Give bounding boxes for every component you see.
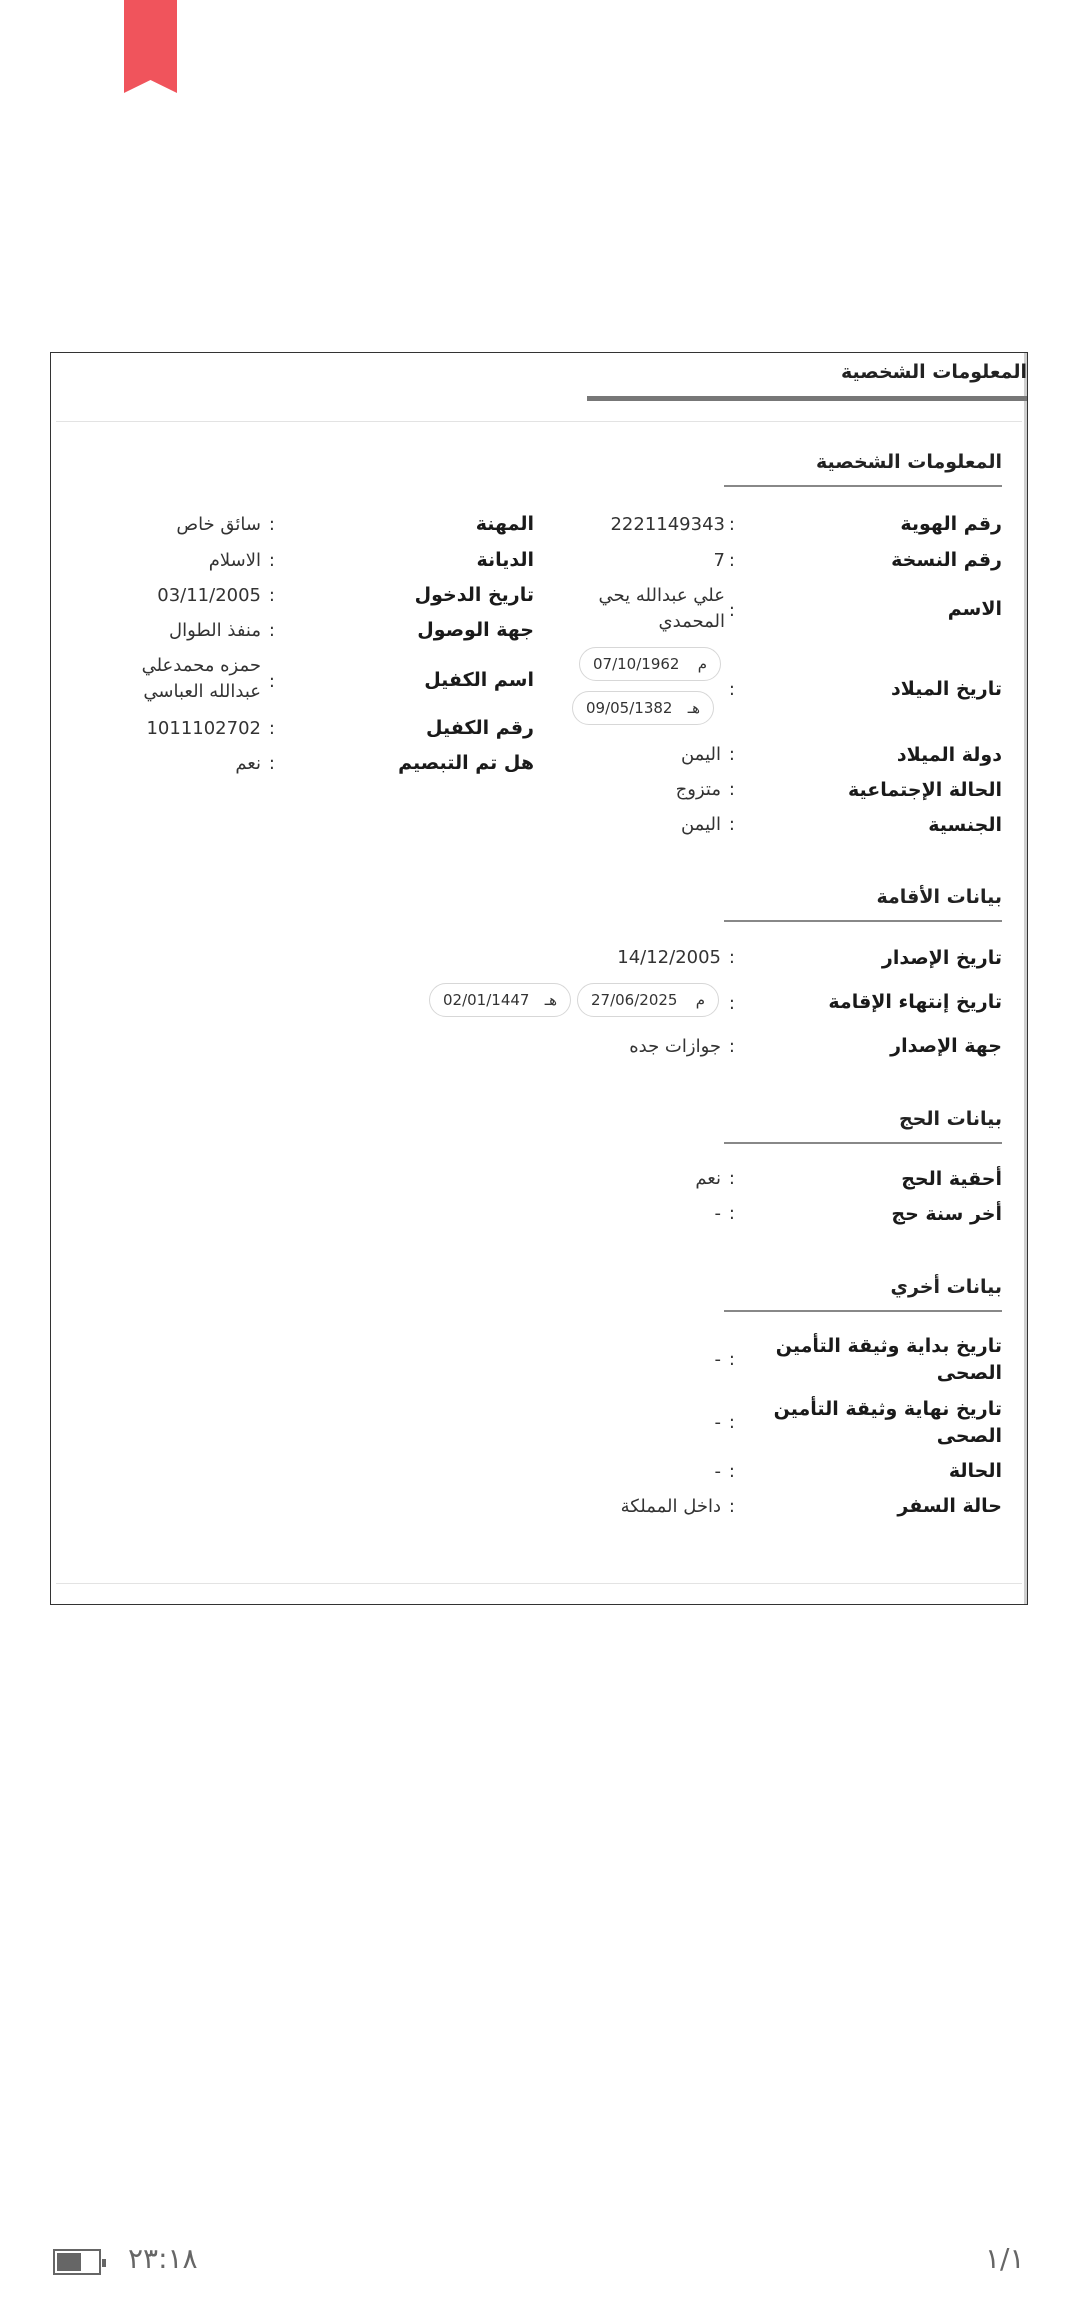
battery-tip xyxy=(102,2259,106,2267)
sponsor-number-value: 1011102702 xyxy=(146,718,261,739)
arrival-port-label: جهة الوصول xyxy=(417,619,534,641)
page-counter[interactable]: ١/١ xyxy=(985,2242,1025,2275)
religion-label: الديانة xyxy=(476,549,534,571)
birth-date-gregorian: 07/10/1962 xyxy=(593,655,680,673)
birth-date-hijri: 09/05/1382 xyxy=(586,699,673,717)
hajj-eligibility-value: نعم xyxy=(695,1168,721,1189)
hijri-marker: هـ xyxy=(687,699,700,717)
residence-expiry-label: تاريخ إنتهاء الإقامة xyxy=(828,991,1002,1013)
expiry-gregorian: 27/06/2025 xyxy=(591,991,678,1009)
issuer-value: جوازات جده xyxy=(629,1036,721,1057)
marital-status-value: متزوج xyxy=(675,779,721,800)
colon: : xyxy=(268,753,275,774)
reader-status-bar xyxy=(0,2230,1080,2290)
birth-date-label: تاريخ الميلاد xyxy=(891,678,1002,700)
colon: : xyxy=(728,1349,735,1370)
arrival-port-value: منفذ الطوال xyxy=(169,620,261,641)
birth-country-label: دولة الميلاد xyxy=(896,744,1002,766)
insurance-end-label: تاريخ نهاية وثيقة التأمين الصحى xyxy=(773,1398,1002,1447)
title-underline xyxy=(587,396,1027,401)
status-label: الحالة xyxy=(948,1460,1002,1482)
travel-status-value: داخل المملكة xyxy=(620,1496,721,1517)
sponsor-name-value: حمزه محمدعلي عبدالله العباسي xyxy=(141,655,261,702)
colon: : xyxy=(268,585,275,606)
colon: : xyxy=(728,1203,735,1224)
colon: : xyxy=(728,679,735,700)
colon: : xyxy=(728,514,735,535)
colon: : xyxy=(728,1412,735,1433)
birth-date-gregorian-pill xyxy=(579,647,721,681)
colon: : xyxy=(268,620,275,641)
nationality-value: اليمن xyxy=(680,814,721,835)
section-heading-residence: بيانات الأقامة xyxy=(724,886,1002,922)
issue-date-value: 14/12/2005 xyxy=(617,947,721,968)
colon: : xyxy=(728,779,735,800)
colon: : xyxy=(728,600,735,621)
birth-country-value: اليمن xyxy=(680,744,721,765)
divider xyxy=(56,1583,1022,1584)
id-value: 2221149343 xyxy=(610,514,725,535)
colon: : xyxy=(728,550,735,571)
colon: : xyxy=(268,718,275,739)
last-hajj-year-label: أخر سنة حج xyxy=(891,1203,1002,1225)
last-hajj-year-value: - xyxy=(714,1203,721,1224)
divider xyxy=(56,421,1022,422)
fingerprint-label: هل تم التبصيم xyxy=(398,752,534,774)
name-value: علي عبدالله يحي المحمدي xyxy=(598,585,725,632)
colon: : xyxy=(728,744,735,765)
colon: : xyxy=(728,814,735,835)
religion-value: الاسلام xyxy=(208,550,261,571)
document-card xyxy=(50,352,1028,1605)
colon: : xyxy=(728,1461,735,1482)
colon: : xyxy=(728,1036,735,1057)
section-heading-other: بيانات أخري xyxy=(724,1276,1002,1312)
name-label: الاسم xyxy=(947,598,1002,620)
expiry-gregorian-pill xyxy=(577,983,719,1017)
insurance-end-value: - xyxy=(714,1412,721,1433)
colon: : xyxy=(268,550,275,571)
page-title: المعلومات الشخصية xyxy=(840,361,1027,383)
clock: ٢٣:١٨ xyxy=(128,2242,198,2275)
birth-date-hijri-pill xyxy=(572,691,714,725)
colon: : xyxy=(268,671,275,692)
travel-status-label: حالة السفر xyxy=(897,1495,1002,1517)
hajj-eligibility-label: أحقية الحج xyxy=(901,1168,1002,1190)
colon: : xyxy=(728,1168,735,1189)
occupation-value: سائق خاص xyxy=(176,514,261,535)
occupation-label: المهنة xyxy=(475,513,534,535)
insurance-start-value: - xyxy=(714,1349,721,1370)
copy-value: 7 xyxy=(713,550,725,571)
gregorian-marker: م xyxy=(697,655,707,673)
marital-status-label: الحالة الإجتماعية xyxy=(848,779,1002,801)
battery-icon xyxy=(53,2249,101,2275)
fingerprint-value: نعم xyxy=(235,753,261,774)
section-heading-hajj: بيانات الحج xyxy=(724,1108,1002,1144)
nationality-label: الجنسية xyxy=(928,814,1002,836)
issue-date-label: تاريخ الإصدار xyxy=(881,947,1002,969)
id-label: رقم الهوية xyxy=(900,513,1002,535)
sponsor-name-label: اسم الكفيل xyxy=(424,669,534,691)
copy-label: رقم النسخة xyxy=(891,549,1002,571)
expiry-hijri: 02/01/1447 xyxy=(443,991,530,1009)
issuer-label: جهة الإصدار xyxy=(890,1035,1002,1057)
colon: : xyxy=(268,514,275,535)
card-edge xyxy=(1024,353,1027,1604)
hijri-marker: هـ xyxy=(544,991,557,1009)
gregorian-marker: م xyxy=(695,991,705,1009)
entry-date-value: 03/11/2005 xyxy=(157,585,261,606)
colon: : xyxy=(728,947,735,968)
expiry-hijri-pill xyxy=(429,983,571,1017)
sponsor-number-label: رقم الكفيل xyxy=(426,717,534,739)
insurance-start-label: تاريخ بداية وثيقة التأمين الصحى xyxy=(775,1335,1002,1384)
section-heading-personal: المعلومات الشخصية xyxy=(724,451,1002,487)
colon: : xyxy=(728,1496,735,1517)
battery-level xyxy=(57,2253,81,2271)
entry-date-label: تاريخ الدخول xyxy=(414,584,534,606)
status-value: - xyxy=(714,1461,721,1482)
colon: : xyxy=(728,993,735,1014)
bookmark-ribbon[interactable] xyxy=(124,0,177,93)
